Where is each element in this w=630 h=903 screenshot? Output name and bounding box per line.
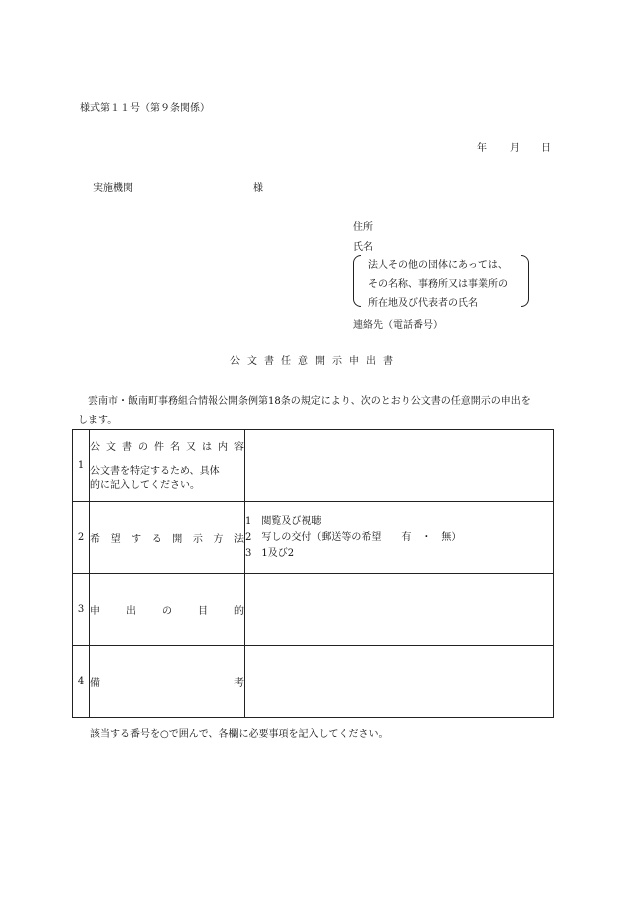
application-table [72, 429, 554, 718]
intro-line-2: します。 [78, 415, 118, 426]
corporate-note-line: 所在地及び代表者の氏名 [368, 298, 478, 309]
date-month: 月 [510, 143, 520, 154]
row-number: 4 [73, 646, 90, 718]
row-label-cell [90, 574, 245, 646]
document-title: 公文書任意開示申出書 [230, 356, 400, 367]
row-label: 申 出 の 目 的 [90, 606, 244, 617]
date-year: 年 [477, 143, 487, 154]
document-subject-field[interactable] [245, 430, 554, 502]
row-number: 3 [73, 574, 90, 646]
disclosure-method-field[interactable] [245, 502, 554, 574]
row-label-cell [90, 430, 245, 502]
address-label: 住所 [353, 222, 373, 233]
footer-note: 該当する番号を○で囲んで、各欄に必要事項を記入してください。 [90, 729, 389, 740]
intro-line-1: 雲南市・飯南町事務組合情報公開条例第18条の規定により、次のとおり公文書の任意開示の申出を [88, 396, 531, 407]
row-label-cell [90, 646, 245, 718]
recipient-honorific: 様 [253, 183, 263, 194]
right-bracket [521, 255, 529, 307]
remarks-field[interactable] [245, 646, 554, 718]
table-row [73, 430, 554, 502]
corporate-note-line: その名称、事務所又は事業所の [368, 279, 508, 290]
row-label-cell [90, 502, 245, 574]
row-label: 備 考 [90, 678, 244, 689]
row-note: 公文書を特定するため、具体 的に記入してください。 [90, 466, 220, 491]
purpose-field[interactable] [245, 574, 554, 646]
table-row [73, 574, 554, 646]
corporate-note-bracket [353, 255, 529, 307]
table-row [73, 646, 554, 718]
recipient-label: 実施機関 [93, 183, 133, 194]
method-option[interactable]: 3 1及び2 [245, 547, 295, 559]
corporate-note-line: 法人その他の団体にあっては、 [368, 260, 508, 271]
row-label: 希 望 す る 開 示 方 法 [90, 534, 244, 545]
row-number: 2 [73, 502, 90, 574]
name-label: 氏名 [353, 242, 373, 253]
method-option[interactable]: 1 閲覧及び視聴 [245, 515, 322, 527]
row-label: 公 文 書 の 件 名 又 は 内 容 [90, 442, 244, 453]
intro-paragraph [78, 392, 556, 430]
form-number: 様式第１１号（第９条関係） [80, 103, 210, 114]
date-day: 日 [541, 143, 551, 154]
row-number: 1 [73, 430, 90, 502]
method-option[interactable]: 2 写しの交付（郵送等の希望 有 ・ 無） [245, 531, 462, 543]
table-row [73, 502, 554, 574]
contact-label: 連絡先（電話番号） [353, 320, 443, 331]
left-bracket [353, 255, 361, 307]
